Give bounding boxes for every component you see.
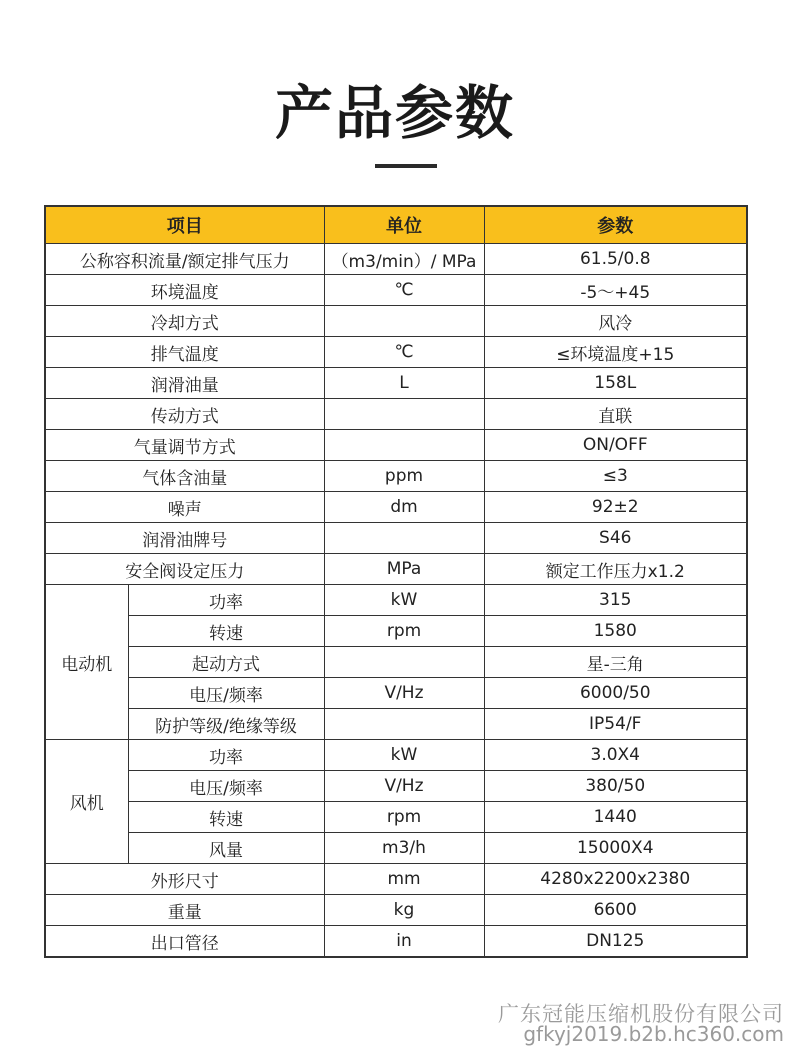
table-header-row: [45, 206, 747, 244]
cell-param: ON/OFF: [484, 430, 747, 461]
table-row: [45, 802, 747, 833]
spec-table: [44, 205, 748, 958]
cell-item: 起动方式: [128, 647, 324, 678]
cell-param: 1440: [484, 802, 747, 833]
cell-item: 传动方式: [45, 399, 324, 430]
cell-item: 安全阀设定压力: [45, 554, 324, 585]
table-row: [45, 368, 747, 399]
title-underline: [375, 164, 437, 168]
cell-item: 排气温度: [45, 337, 324, 368]
table-row: [45, 895, 747, 926]
cell-param: 风冷: [484, 306, 747, 337]
cell-unit: m3/h: [324, 833, 484, 864]
cell-item: 电压/频率: [128, 678, 324, 709]
table-row: [45, 461, 747, 492]
cell-unit: （m3/min）/ MPa: [324, 244, 484, 275]
cell-unit: [324, 306, 484, 337]
cell-item: 电压/频率: [128, 771, 324, 802]
cell-unit: [324, 523, 484, 554]
cell-unit: dm: [324, 492, 484, 523]
cell-item: 风量: [128, 833, 324, 864]
cell-param: 15000X4: [484, 833, 747, 864]
cell-item: 润滑油量: [45, 368, 324, 399]
cell-item: 出口管径: [45, 926, 324, 958]
cell-unit: L: [324, 368, 484, 399]
cell-item: 防护等级/绝缘等级: [128, 709, 324, 740]
motor-group-label: 电动机: [45, 585, 128, 740]
cell-param: S46: [484, 523, 747, 554]
cell-unit: [324, 647, 484, 678]
cell-unit: kW: [324, 740, 484, 771]
cell-item: 公称容积流量/额定排气压力: [45, 244, 324, 275]
header-param: 参数: [484, 206, 747, 244]
cell-param: 6000/50: [484, 678, 747, 709]
cell-param: -5～+45: [484, 275, 747, 306]
cell-param: ≤3: [484, 461, 747, 492]
cell-unit: kg: [324, 895, 484, 926]
table-row: [45, 771, 747, 802]
cell-unit: rpm: [324, 616, 484, 647]
cell-unit: in: [324, 926, 484, 958]
table-row: [45, 585, 747, 616]
table-row: [45, 833, 747, 864]
cell-item: 气体含油量: [45, 461, 324, 492]
cell-unit: V/Hz: [324, 771, 484, 802]
cell-unit: ppm: [324, 461, 484, 492]
table-row: [45, 399, 747, 430]
cell-param: 3.0X4: [484, 740, 747, 771]
cell-param: 315: [484, 585, 747, 616]
cell-param: 61.5/0.8: [484, 244, 747, 275]
cell-item: 功率: [128, 585, 324, 616]
cell-unit: [324, 709, 484, 740]
cell-unit: rpm: [324, 802, 484, 833]
cell-unit: ℃: [324, 337, 484, 368]
cell-unit: [324, 430, 484, 461]
table-row: [45, 678, 747, 709]
table-body: [45, 244, 747, 958]
cell-param: 158L: [484, 368, 747, 399]
table-row: [45, 523, 747, 554]
cell-unit: MPa: [324, 554, 484, 585]
header-unit: 单位: [324, 206, 484, 244]
table-row: [45, 430, 747, 461]
table-row: [45, 554, 747, 585]
table-row: [45, 492, 747, 523]
cell-param: 1580: [484, 616, 747, 647]
table-row: [45, 337, 747, 368]
cell-item: 噪声: [45, 492, 324, 523]
site-url: gfkyj2019.b2b.hc360.com: [523, 1022, 784, 1046]
cell-param: 额定工作压力x1.2: [484, 554, 747, 585]
table-row: [45, 926, 747, 958]
cell-unit: mm: [324, 864, 484, 895]
page-title: 产品参数: [274, 79, 515, 147]
table-row: [45, 275, 747, 306]
table-row: [45, 647, 747, 678]
cell-item: 外形尺寸: [45, 864, 324, 895]
cell-item: 冷却方式: [45, 306, 324, 337]
table-row: [45, 864, 747, 895]
cell-unit: [324, 399, 484, 430]
cell-unit: kW: [324, 585, 484, 616]
cell-param: 星-三角: [484, 647, 747, 678]
table-row: [45, 740, 747, 771]
cell-param: 92±2: [484, 492, 747, 523]
cell-item: 润滑油牌号: [45, 523, 324, 554]
cell-unit: ℃: [324, 275, 484, 306]
cell-param: 4280x2200x2380: [484, 864, 747, 895]
cell-param: IP54/F: [484, 709, 747, 740]
cell-param: 6600: [484, 895, 747, 926]
cell-item: 重量: [45, 895, 324, 926]
cell-unit: V/Hz: [324, 678, 484, 709]
cell-item: 转速: [128, 802, 324, 833]
table-row: [45, 709, 747, 740]
table-row: [45, 616, 747, 647]
cell-param: DN125: [484, 926, 747, 958]
cell-param: 380/50: [484, 771, 747, 802]
cell-param: 直联: [484, 399, 747, 430]
table-row: [45, 306, 747, 337]
cell-item: 环境温度: [45, 275, 324, 306]
table-row: [45, 244, 747, 275]
cell-item: 功率: [128, 740, 324, 771]
cell-param: ≤环境温度+15: [484, 337, 747, 368]
cell-item: 转速: [128, 616, 324, 647]
fan-group-label: 风机: [45, 740, 128, 864]
company-name: 广东冠能压缩机股份有限公司: [498, 1002, 784, 1026]
cell-item: 气量调节方式: [45, 430, 324, 461]
header-item: 项目: [45, 206, 324, 244]
